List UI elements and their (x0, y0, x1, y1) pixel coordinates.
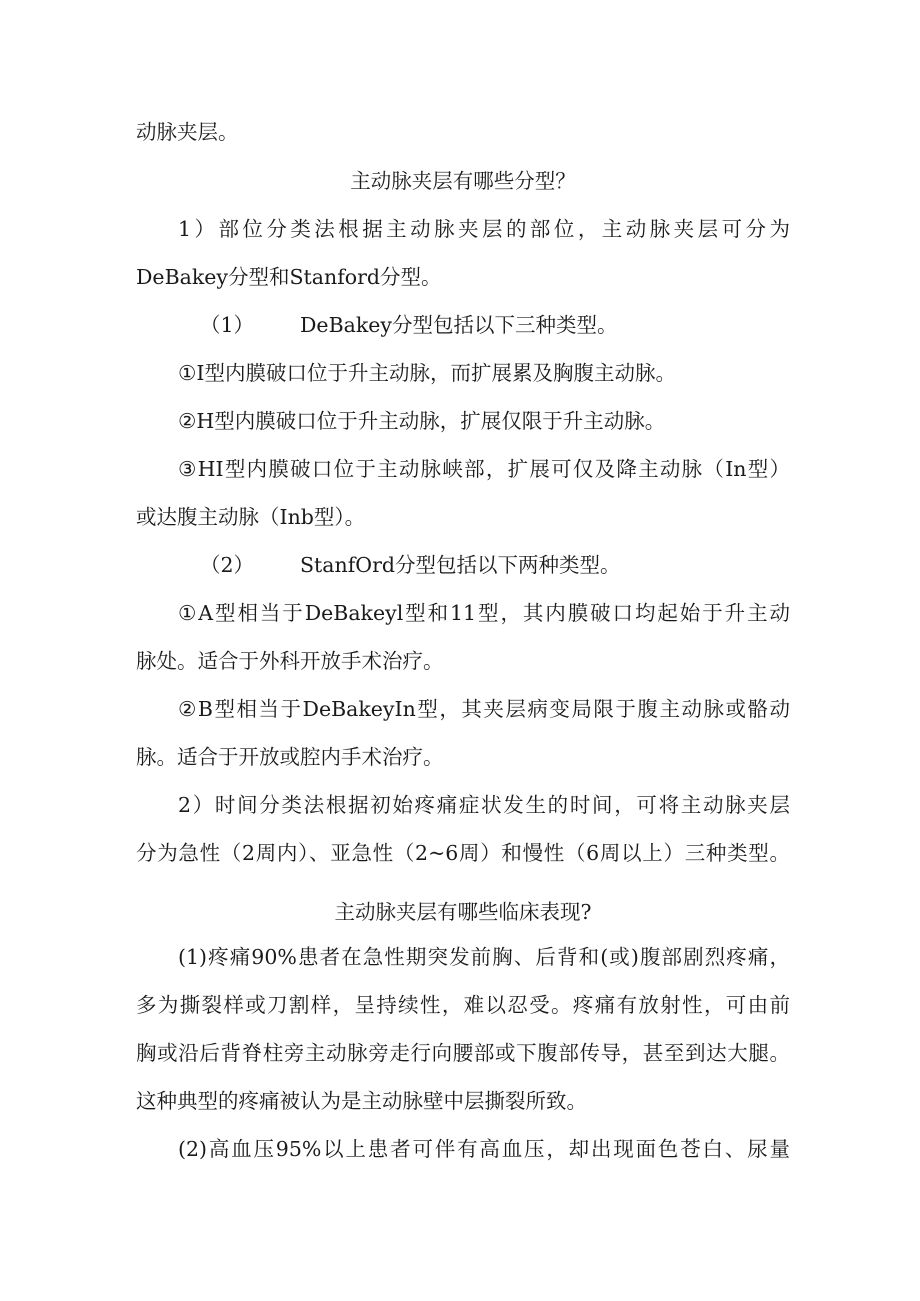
text-line: 分为急性（2周内）、亚急性（2~6周）和慢性（6周以上）三种类型。 (136, 841, 790, 865)
text-line: 脉。适合于开放或腔内手术治疗。 (136, 745, 444, 769)
text-line: 1）部位分类法根据主动脉夹层的部位，主动脉夹层可分为 (178, 217, 790, 241)
text-line: 或达腹主动脉（Inb型）。 (136, 505, 366, 529)
text-line: 多为撕裂样或刀割样，呈持续性，难以忍受。疼痛有放射性，可由前 (136, 993, 790, 1017)
text-line: ③HI型内膜破口位于主动脉峡部，扩展可仅及降主动脉（In型） (178, 457, 790, 481)
subsection-number: （2） (200, 553, 255, 577)
text-line: 胸或沿后背脊柱旁主动脉旁走行向腰部或下腹部传导，甚至到达大腿。 (136, 1041, 790, 1065)
text-line: (2)高血压95%以上患者可伴有高血压，却出现面色苍白、尿量 (178, 1137, 790, 1161)
text-line: 这种典型的疼痛被认为是主动脉壁中层撕裂所致。 (136, 1089, 587, 1113)
text-line: ②B型相当于DeBakeyIn型，其夹层病变局限于腹主动脉或骼动 (178, 697, 790, 721)
text-line: (1)疼痛90%患者在急性期突发前胸、后背和(或)腹部剧烈疼痛， (178, 945, 790, 969)
text-line: DeBakey分型和Stanford分型。 (136, 265, 442, 289)
text-line: ②H型内膜破口位于升主动脉，扩展仅限于升主动脉。 (178, 409, 666, 433)
text-line: 动脉夹层。 (136, 120, 239, 144)
subsection-number: （1） (200, 313, 255, 337)
text-line: ①A型相当于DeBakeyl型和11型，其内膜破口均起始于升主动 (178, 601, 790, 625)
text-line: 脉处。适合于外科开放手术治疗。 (136, 649, 444, 673)
section-heading-clinical: 主动脉夹层有哪些临床表现? (334, 900, 592, 924)
subsection-title: DeBakey分型包括以下三种类型。 (300, 313, 618, 337)
text-line: 2）时间分类法根据初始疼痛症状发生的时间，可将主动脉夹层 (178, 793, 790, 817)
section-heading-classification: 主动脉夹层有哪些分型？ (350, 169, 576, 193)
text-line: ①I型内膜破口位于升主动脉，而扩展累及胸腹主动脉。 (178, 361, 676, 385)
subsection-title: StanfOrd分型包括以下两种类型。 (300, 553, 621, 577)
